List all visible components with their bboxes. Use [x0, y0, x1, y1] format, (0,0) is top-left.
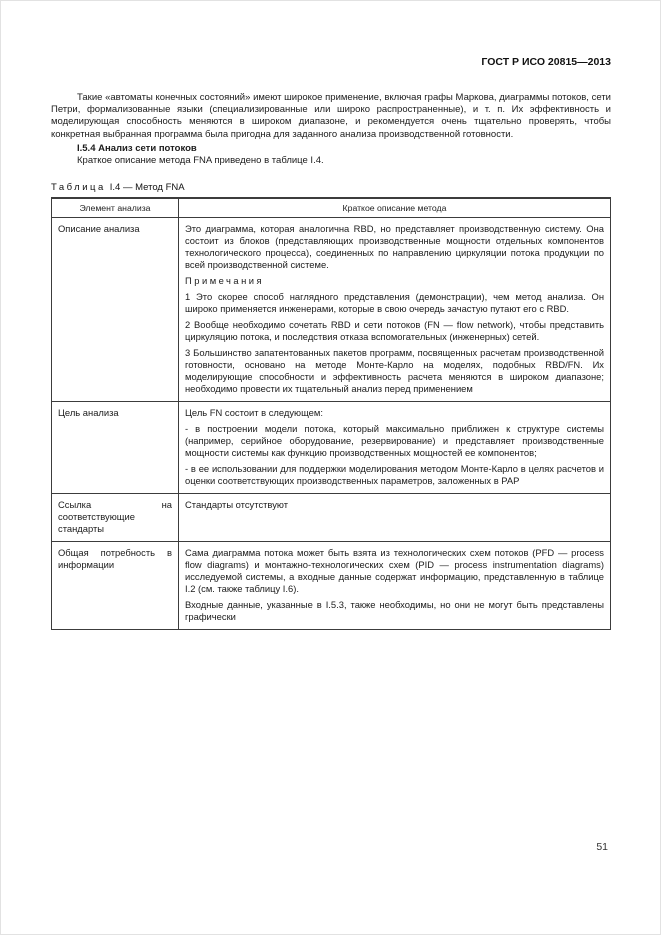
element-cell: Ссылка на соответствующие стандарты — [52, 494, 179, 542]
element-cell: Общая потребность в информации — [52, 542, 179, 630]
description-paragraph: - в ее использовании для поддержки моделирования методом Монте-Карло в целях расчетов и оценки соответствующих производственных параметров, заложенных в PAP — [185, 463, 604, 487]
description-cell — [179, 218, 611, 402]
description-cell — [179, 402, 611, 494]
notes-label: Примечания — [185, 275, 265, 287]
note-paragraph: 2 Вообще необходимо сочетать RBD и сети потоков (FN — flow network), чтобы представить циркуляцию потока, и последствия отказа вспомогательных (инженерных) сетей. — [185, 319, 604, 343]
table-caption-rest: I.4 — Метод FNA — [109, 182, 185, 194]
table-row — [52, 218, 611, 402]
description-paragraph: Входные данные, указанные в I.5.3, также необходимы, но они не могут быть представлены графически — [185, 599, 604, 623]
col-header-element: Элемент анализа — [52, 198, 179, 218]
description-paragraph: Цель FN состоит в следующем: — [185, 407, 323, 419]
description-paragraph: Это диаграмма, которая аналогична RBD, но представляет производственную систему. Она состоит из блоков (представляющих производственные мощности отдельных компонентов технологического процесса), соединенных по направлению циркуляции потока продукции по всей производственной системе. — [185, 223, 604, 271]
method-table — [51, 197, 611, 630]
table-row — [52, 494, 611, 542]
table-caption — [51, 182, 611, 193]
description-cell — [179, 542, 611, 630]
element-cell: Описание анализа — [52, 218, 179, 402]
element-cell: Цель анализа — [52, 402, 179, 494]
intro-paragraph: Такие «автоматы конечных состояний» имеют широкое применение, включая графы Маркова, диаграммы потоков, сети Петри, формализованные языки (специализированные или широко распространенные), и т. п. Их эффективность и моделирующая способность меняются в широком диапазоне, и рекомендуется очень тщательно проверять, чтобы конкретная выбранная программа была пригодна для заданного анализа производственной готовности. — [51, 92, 611, 140]
col-header-description: Краткое описание метода — [179, 198, 611, 218]
doc-header: ГОСТ Р ИСО 20815—2013 — [481, 56, 611, 68]
table-row — [52, 542, 611, 630]
description-paragraph: Стандарты отсутствуют — [185, 499, 288, 511]
description-cell — [179, 494, 611, 542]
description-paragraph: - в построении модели потока, который максимально приближен к структуре системы (например, серийное оборудование, резервирование) и представляет производственные мощности системы как функцию производственных мощностей ее компонентов; — [185, 423, 604, 459]
note-paragraph: 1 Это скорее способ наглядного представления (демонстрации), чем метод анализа. Он широко применяется инженерами, которые в свою очередь зачастую путают его с RBD. — [185, 291, 604, 315]
section-lead: Краткое описание метода FNA приведено в таблице I.4. — [77, 155, 324, 167]
page-number: 51 — [596, 841, 608, 853]
table-header-row — [52, 198, 611, 218]
table-row — [52, 402, 611, 494]
table-caption-word: Таблица — [51, 182, 106, 194]
description-paragraph: Сама диаграмма потока может быть взята из технологических схем потоков (PFD — process flow diagrams) и монтажно-технологических схем (PID — process instrumentation diagrams) исследуемой системы, а входные данные содержат информацию, представленную в таблице I.2 (см. также таблицу I.6). — [185, 547, 604, 595]
note-paragraph: 3 Большинство запатентованных пакетов программ, посвященных расчетам производственной готовности, основано на методе Монте-Карло на моделях, подобных RBD/FN. Их моделирующие способности и эффективность расчета меняются в широком диапазоне; необходимо провести их тщательный анализ перед применением — [185, 347, 604, 395]
section-heading: I.5.4 Анализ сети потоков — [77, 142, 197, 154]
